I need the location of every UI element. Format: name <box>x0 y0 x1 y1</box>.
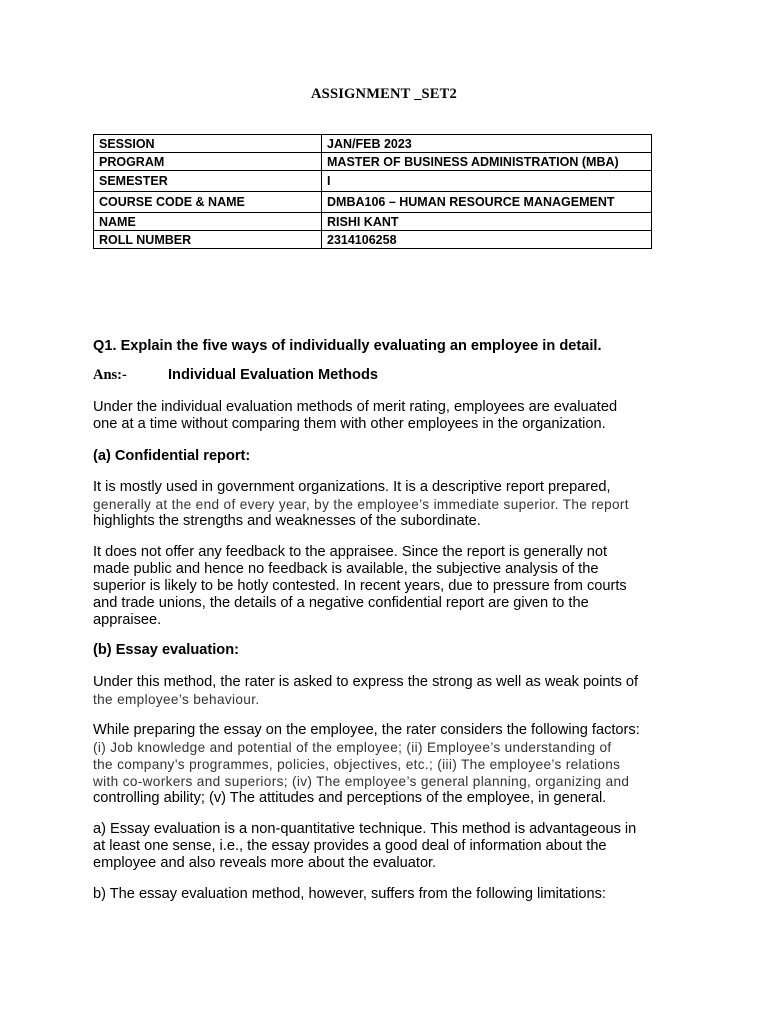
info-value: RISHI KANT <box>322 213 652 231</box>
info-value: JAN/FEB 2023 <box>322 135 652 153</box>
paragraph-essay-1 <box>93 674 678 708</box>
paragraph-essay-3 <box>93 821 678 872</box>
info-key: SEMESTER <box>94 171 322 192</box>
text-line: generally at the end of every year, by the employee’s immediate superior. The report <box>93 497 629 512</box>
table-row <box>94 231 652 249</box>
text-line: highlights the strengths and weaknesses of the subordinate. <box>93 513 481 529</box>
text-line: While preparing the essay on the employee, the rater considers the following factors: <box>93 722 640 738</box>
text-line: (i) Job knowledge and potential of the employee; (ii) Employee’s understanding of <box>93 740 612 755</box>
table-row <box>94 153 652 171</box>
table-row <box>94 213 652 231</box>
text-line: appraisee. <box>93 612 162 628</box>
text-line: Under this method, the rater is asked to express the strong as well as weak points of <box>93 674 639 690</box>
paragraph-confidential-1 <box>93 479 678 530</box>
answer-heading-row <box>93 367 678 385</box>
section-heading-b: (b) Essay evaluation: <box>93 642 239 658</box>
text-line: one at a time without comparing them with other employees in the organization. <box>93 416 606 432</box>
answer-label: Ans:- <box>93 367 127 383</box>
table-row <box>94 171 652 192</box>
text-line: It is mostly used in government organizations. It is a descriptive report prepared, <box>93 479 611 495</box>
text-line: controlling ability; (v) The attitudes and perceptions of the employee, in general. <box>93 790 607 806</box>
text-line: and trade unions, the details of a negative confidential report are given to the <box>93 595 589 611</box>
info-key: SESSION <box>94 135 322 153</box>
text-line: the employee’s behaviour. <box>93 692 260 707</box>
question-heading: Q1. Explain the five ways of individually evaluating an employee in detail. <box>93 338 602 354</box>
text-line: It does not offer any feedback to the appraisee. Since the report is generally not <box>93 544 608 560</box>
info-key: ROLL NUMBER <box>94 231 322 249</box>
text-line: with co-workers and superiors; (iv) The employee’s general planning, organizing and <box>93 774 630 789</box>
paragraph-essay-2 <box>93 722 678 807</box>
text-line: Under the individual evaluation methods of merit rating, employees are evaluated <box>93 399 618 415</box>
table-row <box>94 135 652 153</box>
text-line: b) The essay evaluation method, however, suffers from the following limitations: <box>93 886 606 902</box>
paragraph-essay-4 <box>93 886 678 903</box>
info-key: NAME <box>94 213 322 231</box>
text-line: at least one sense, i.e., the essay provides a good deal of information about the <box>93 838 607 854</box>
info-value: 2314106258 <box>322 231 652 249</box>
table-row <box>94 192 652 213</box>
section-heading-a: (a) Confidential report: <box>93 448 251 464</box>
text-line: the company’s programmes, policies, objectives, etc.; (iii) The employee’s relations <box>93 757 621 772</box>
info-key: COURSE CODE & NAME <box>94 192 322 213</box>
paragraph-intro <box>93 399 678 433</box>
student-info-table <box>93 134 652 249</box>
info-value: DMBA106 – HUMAN RESOURCE MANAGEMENT <box>322 192 652 213</box>
info-value: MASTER OF BUSINESS ADMINISTRATION (MBA) <box>322 153 652 171</box>
assignment-title: ASSIGNMENT _SET2 <box>311 86 457 102</box>
text-line: made public and hence no feedback is available, the subjective analysis of the <box>93 561 599 577</box>
text-line: employee and also reveals more about the evaluator. <box>93 855 437 871</box>
answer-heading: Individual Evaluation Methods <box>168 367 379 383</box>
text-line: superior is likely to be hotly contested. In recent years, due to pressure from courts <box>93 578 627 594</box>
info-value: I <box>322 171 652 192</box>
info-key: PROGRAM <box>94 153 322 171</box>
text-line: a) Essay evaluation is a non-quantitative technique. This method is advantageous in <box>93 821 637 837</box>
paragraph-confidential-2 <box>93 544 678 629</box>
